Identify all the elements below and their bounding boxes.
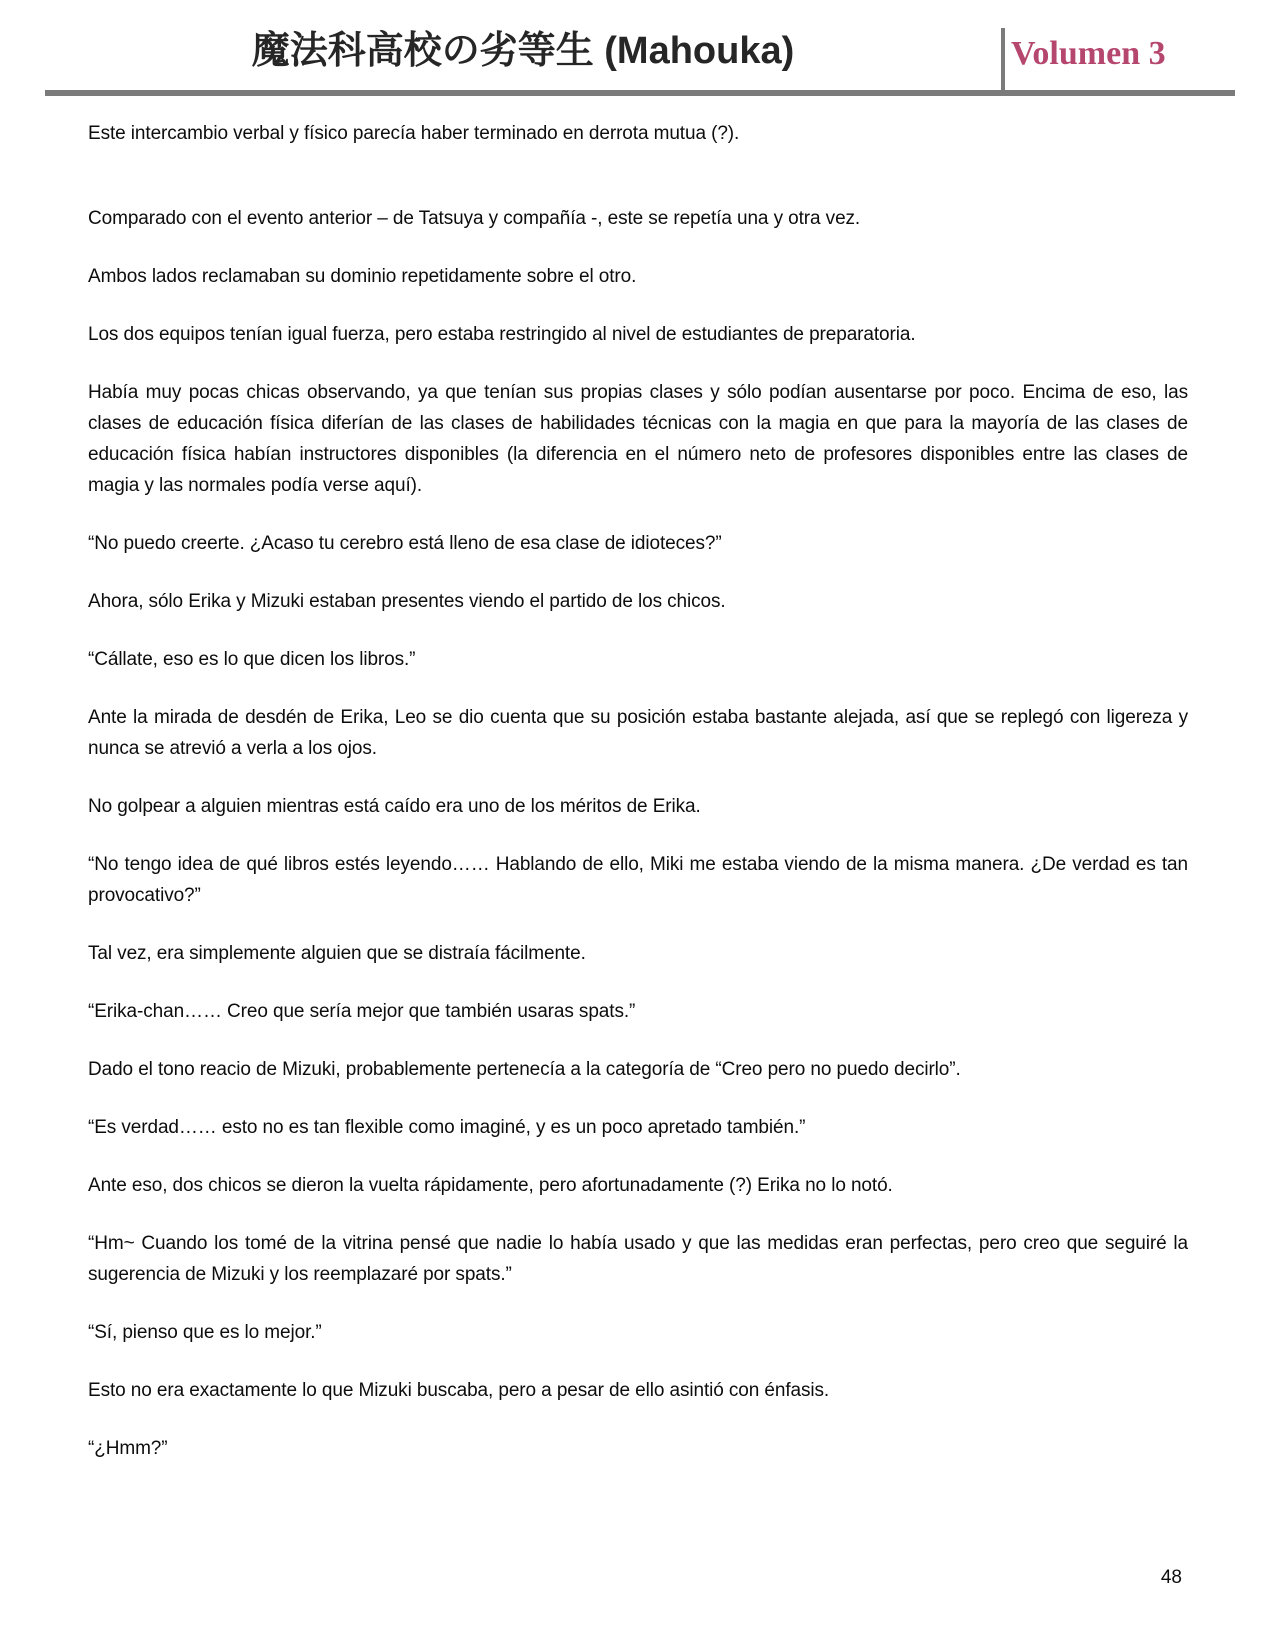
paragraph: Ante eso, dos chicos se dieron la vuelta rápidamente, pero afortunadamente (?) Erika no lo notó. (88, 1175, 893, 1196)
page-title: 魔法科高校の劣等生 (Mahouka) (251, 30, 795, 72)
paragraph: “¿Hmm?” (88, 1438, 168, 1459)
paragraph: Comparado con el evento anterior – de Tatsuya y compañía -, este se repetía una y otra vez. (88, 208, 861, 229)
page-number: 48 (1160, 1567, 1182, 1588)
volume-label: Volumen 3 (1011, 35, 1166, 72)
paragraph: Tal vez, era simplemente alguien que se distraía fácilmente. (88, 943, 586, 964)
paragraph: “No puedo creerte. ¿Acaso tu cerebro está lleno de esa clase de idioteces?” (88, 533, 722, 554)
paragraph: Esto no era exactamente lo que Mizuki buscaba, pero a pesar de ello asintió con énfasis. (88, 1380, 830, 1401)
paragraph: Este intercambio verbal y físico parecía haber terminado en derrota mutua (?). (88, 123, 740, 144)
paragraph: Ante la mirada de desdén de Erika, Leo se dio cuenta que su posición estaba bastante alejada, así que se replegó con ligereza y nunca se atrevió a verla a los ojos. (88, 707, 1188, 759)
paragraph: Ahora, sólo Erika y Mizuki estaban presentes viendo el partido de los chicos. (88, 591, 726, 612)
body-text (88, 118, 1188, 1491)
paragraph: Ambos lados reclamaban su dominio repetidamente sobre el otro. (88, 266, 637, 287)
header-divider (1001, 28, 1005, 96)
page-header (45, 0, 1235, 96)
paragraph-spacer (88, 176, 1188, 203)
paragraph: “Erika-chan…… Creo que sería mejor que también usaras spats.” (88, 1001, 636, 1022)
paragraph: “Sí, pienso que es lo mejor.” (88, 1322, 322, 1343)
paragraph: Había muy pocas chicas observando, ya que tenían sus propias clases y sólo podían ausentarse por poco. Encima de eso, las clases de educación física diferían de las clases de habilidades técnicas con la magia en que para la mayoría de las clases de educación física habían instructores disponibles (la diferencia en el número neto de profesores disponibles entre las clases de magia y las normales podía verse aquí). (88, 382, 1188, 496)
paragraph: “Hm~ Cuando los tomé de la vitrina pensé que nadie lo había usado y que las medidas eran perfectas, pero creo que seguiré la sugerencia de Mizuki y los reemplazaré por spats.” (88, 1233, 1188, 1285)
header-rule (45, 90, 1235, 96)
paragraph: “Cállate, eso es lo que dicen los libros.” (88, 649, 416, 670)
paragraph: “No tengo idea de qué libros estés leyendo…… Hablando de ello, Miki me estaba viendo de la misma manera. ¿De verdad es tan provocativo?” (88, 854, 1188, 906)
paragraph: “Es verdad…… esto no es tan flexible como imaginé, y es un poco apretado también.” (88, 1117, 806, 1138)
paragraph: Los dos equipos tenían igual fuerza, pero estaba restringido al nivel de estudiantes de preparatoria. (88, 324, 916, 345)
paragraph: No golpear a alguien mientras está caído era uno de los méritos de Erika. (88, 796, 701, 817)
paragraph: Dado el tono reacio de Mizuki, probablemente pertenecía a la categoría de “Creo pero no puedo decirlo”. (88, 1059, 961, 1080)
